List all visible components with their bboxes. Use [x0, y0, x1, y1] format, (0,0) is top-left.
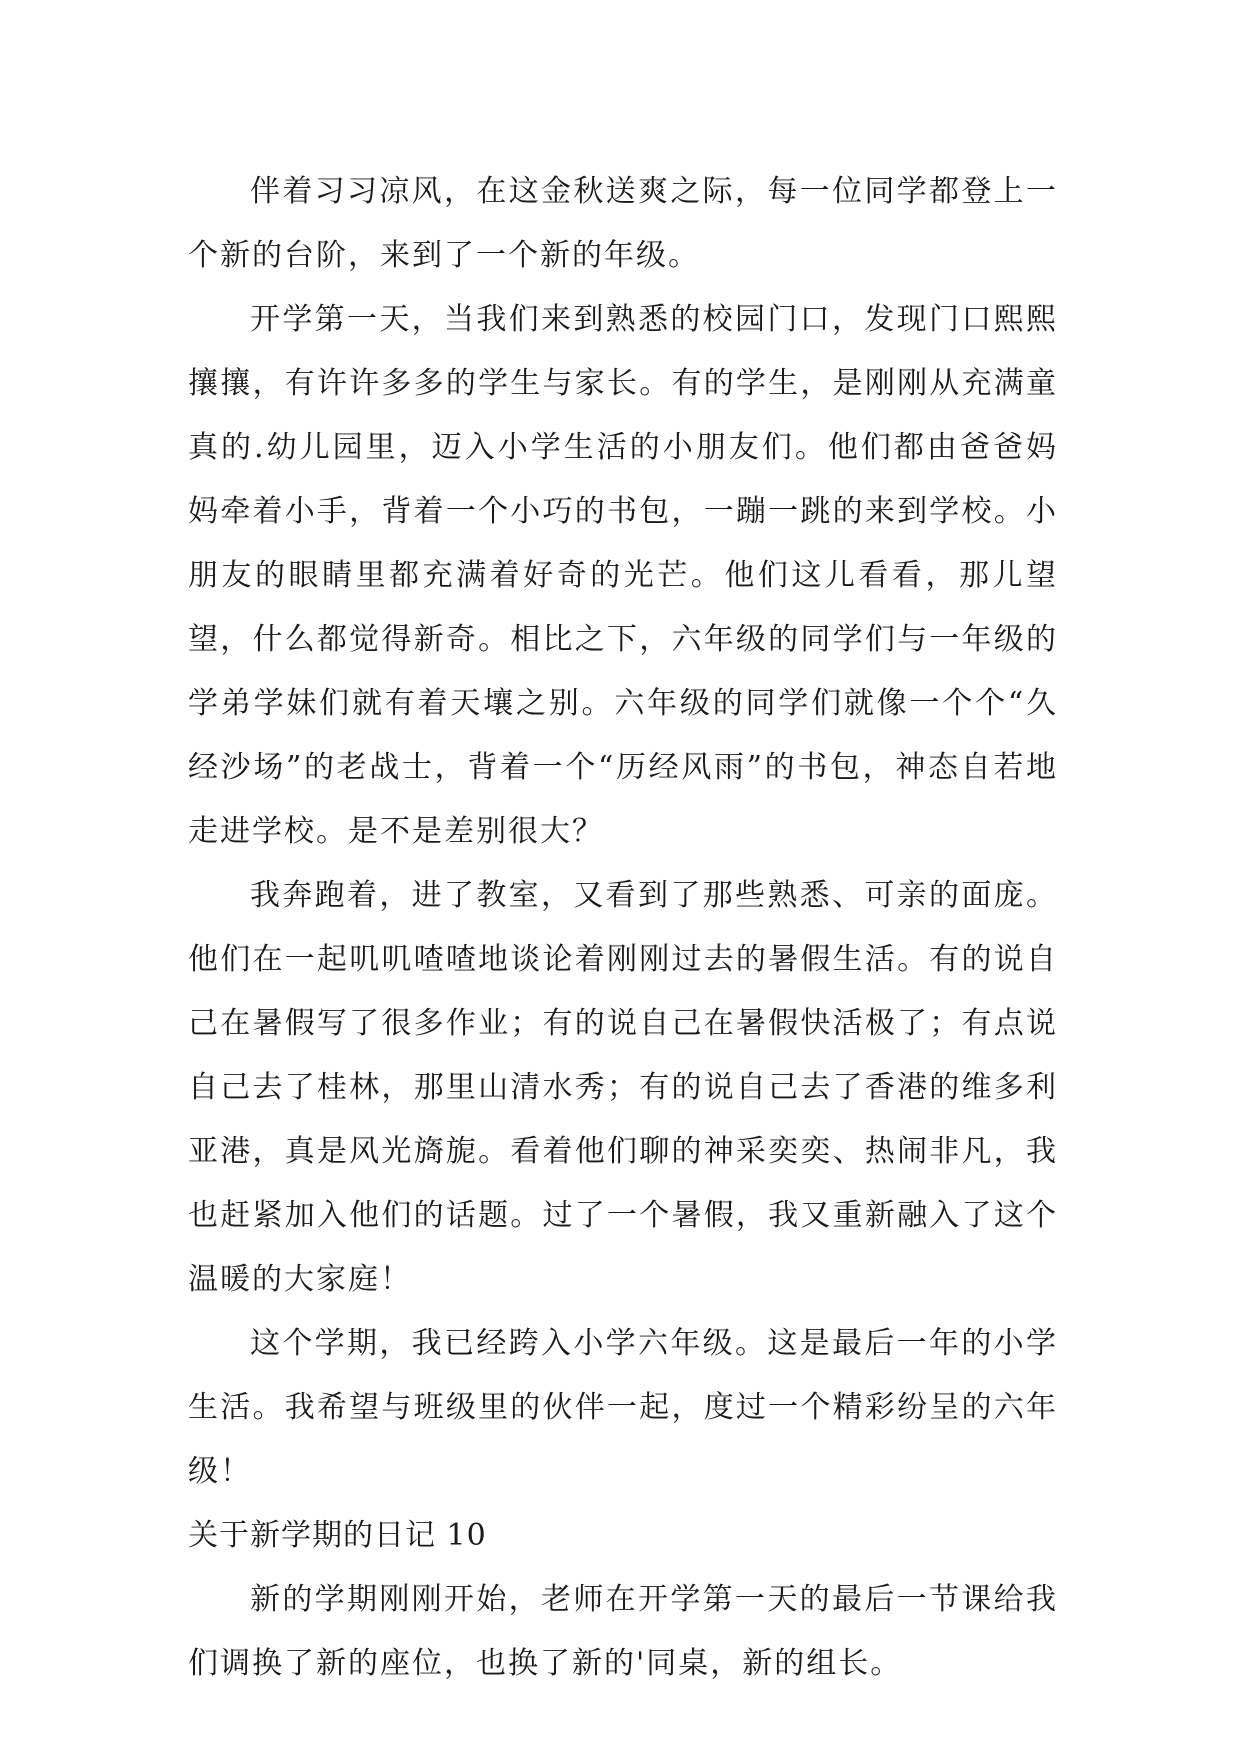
paragraph-new-seats: 新的学期刚刚开始，老师在开学第一天的最后一节课给我们调换了新的座位，也换了新的'同桌，新的组长。 — [188, 1582, 1058, 1681]
paragraph-sixth-grade-hope: 这个学期，我已经跨入小学六年级。这是最后一年的小学生活。我希望与班级里的伙伴一起，度过一个精彩纷呈的六年级！ — [188, 1326, 1058, 1489]
document-body — [188, 160, 1058, 1696]
paragraph-first-day: 开学第一天，当我们来到熟悉的校园门口，发现门口熙熙攘攘，有许许多多的学生与家长。有的学生，是刚刚从充满童真的.幼儿园里，迈入小学生活的小朋友们。他们都由爸爸妈妈牵着小手，背着一个小巧的书包，一蹦一跳的来到学校。小朋友的眼睛里都充满着好奇的光芒。他们这儿看看，那儿望望，什么都觉得新奇。相比之下，六年级的同学们与一年级的学弟学妹们就有着天壤之别。六年级的同学们就像一个个“久经沙场”的老战士，背着一个“历经风雨”的书包，神态自若地走进学校。是不是差别很大？ — [188, 302, 1058, 849]
section-heading: 关于新学期的日记 10 — [188, 1518, 487, 1553]
paragraph-autumn-intro: 伴着习习凉风，在这金秋送爽之际，每一位同学都登上一个新的台阶，来到了一个新的年级。 — [188, 174, 1058, 273]
paragraph-classroom-reunion: 我奔跑着，进了教室，又看到了那些熟悉、可亲的面庞。他们在一起叽叽喳喳地谈论着刚刚过去的暑假生活。有的说自己在暑假写了很多作业；有的说自己在暑假快活极了；有点说自己去了桂林，那里山清水秀；有的说自己去了香港的维多利亚港，真是风光旖旎。看着他们聊的神采奕奕、热闹非凡，我也赶紧加入他们的话题。过了一个暑假，我又重新融入了这个温暖的大家庭！ — [188, 878, 1058, 1297]
